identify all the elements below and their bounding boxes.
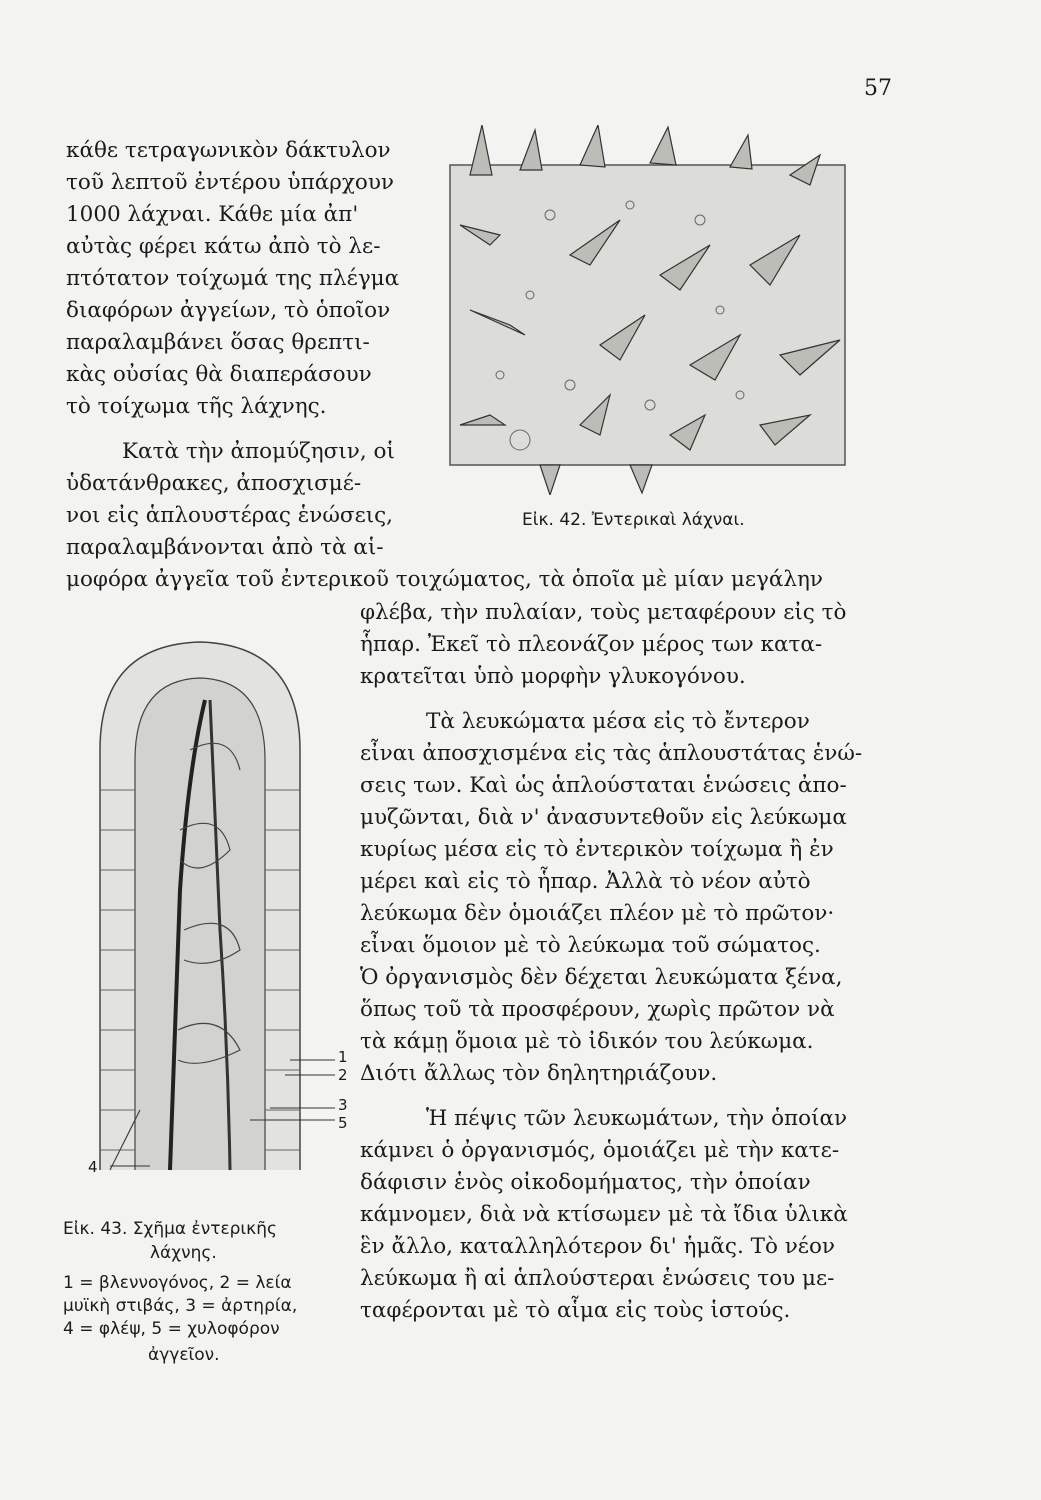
body-text-line: Ὁ ὀργανισμὸς δὲν δέχεται λευκώματα ξένα, (360, 965, 843, 990)
figure-43-label-4: 4 (88, 1158, 98, 1176)
body-text-line: εἶναι ἀποσχισμένα εἰς τὰς ἁπλουστάτας ἑνώ- (360, 741, 863, 766)
body-text-line: 1000 λάχναι. Κάθε μία ἀπ' (66, 202, 359, 227)
body-text-line: Διότι ἄλλως τὸν δηλητηριάζουν. (360, 1061, 718, 1086)
body-text-line: λεύκωμα ἢ αἱ ἁπλούστεραι ἑνώσεις του με- (360, 1266, 835, 1291)
body-text-line: Ἡ πέψις τῶν λευκωμάτων, τὴν ὁποίαν (426, 1106, 848, 1131)
body-text-line: τὸ τοίχωμα τῆς λάχνης. (66, 394, 327, 419)
body-text-line: ταφέρονται μὲ τὸ αἷμα εἰς τοὺς ἱστούς. (360, 1298, 791, 1323)
body-text-line: παραλαμβάνει ὅσας θρεπτι- (66, 330, 370, 355)
body-text-line: ὑδατάνθρακες, ἀποσχισμέ- (66, 471, 362, 496)
figure-42-illustration (430, 125, 870, 495)
body-text-line: κάμνομεν, διὰ νὰ κτίσωμεν μὲ τὰ ἴδια ὑλικὰ (360, 1202, 848, 1227)
body-text-line: μοφόρα ἀγγεῖα τοῦ ἐντερικοῦ τοιχώματος, τὰ ὁποῖα μὲ μίαν μεγάλην (66, 567, 823, 592)
body-text-line: εἶναι ὅμοιον μὲ τὸ λεύκωμα τοῦ σώματος. (360, 933, 821, 958)
figure-43-illustration (80, 630, 360, 1190)
body-text-line: δάφισιν ἑνὸς οἰκοδομήματος, τὴν ὁποίαν (360, 1170, 811, 1195)
body-text-line: κὰς οὐσίας θὰ διαπεράσουν (66, 362, 372, 387)
figure-43-label-3: 3 (338, 1096, 348, 1114)
body-text-line: ἧπαρ. Ἐκεῖ τὸ πλεονάζον μέρος των κατα- (360, 632, 823, 657)
body-text-line: ὅπως τοῦ τὰ προσφέρουν, χωρὶς πρῶτον νὰ (360, 997, 835, 1022)
body-text-line: κάθε τετραγωνικὸν δάκτυλον (66, 138, 391, 163)
body-text-line: αὐτὰς φέρει κάτω ἀπὸ τὸ λε- (66, 234, 381, 259)
body-text-line: κυρίως μέσα εἰς τὸ ἐντερικὸν τοίχωμα ἢ ἐν (360, 837, 834, 862)
body-text-line: τὰ κάμῃ ὅμοια μὲ τὸ ἰδικόν του λεύκωμα. (360, 1029, 814, 1054)
body-text-line: μέρει καὶ εἰς τὸ ἧπαρ. Ἀλλὰ τὸ νέον αὐτὸ (360, 869, 811, 894)
body-text-line: νοι εἰς ἁπλουστέρας ἑνώσεις, (66, 503, 394, 528)
body-text-line: σεις των. Καὶ ὡς ἁπλούσταται ἑνώσεις ἀπο- (360, 773, 847, 798)
body-text-line: τοῦ λεπτοῦ ἐντέρου ὑπάρχουν (66, 170, 394, 195)
figure-43-label-5: 5 (338, 1114, 348, 1132)
body-text-line: λεύκωμα δὲν ὁμοιάζει πλέον μὲ τὸ πρῶτον· (360, 901, 835, 926)
body-text-line: ἓν ἄλλο, καταλληλότερον δι' ἡμᾶς. Τὸ νέον (360, 1234, 835, 1259)
figure-43-caption-line: μυϊκὴ στιβάς, 3 = ἀρτηρία, (63, 1296, 298, 1316)
figure-42-caption: Εἰκ. 42. Ἐντερικαὶ λάχναι. (522, 510, 745, 530)
body-text-line: πτότατον τοίχωμά της πλέγμα (66, 266, 400, 291)
figure-43-label-2: 2 (338, 1066, 348, 1084)
body-text-line: κάμνει ὁ ὀργανισμός, ὁμοιάζει μὲ τὴν κατε- (360, 1138, 840, 1163)
body-text-line: Τὰ λευκώματα μέσα εἰς τὸ ἔντερον (426, 709, 810, 734)
figure-43-caption-line: 4 = φλέψ, 5 = χυλοφόρον (63, 1319, 280, 1339)
figure-43-caption-line: λάχνης. (150, 1243, 217, 1263)
figure-43-caption-line: ἀγγεῖον. (148, 1345, 220, 1365)
body-text-line: Κατὰ τὴν ἀπομύζησιν, οἱ (122, 439, 395, 464)
body-text-line: μυζῶνται, διὰ ν' ἀνασυντεθοῦν εἰς λεύκωμα (360, 805, 847, 830)
body-text-line: διαφόρων ἀγγείων, τὸ ὁποῖον (66, 298, 391, 323)
body-text-line: κρατεῖται ὑπὸ μορφὴν γλυκογόνου. (360, 664, 746, 689)
page-number: 57 (864, 76, 892, 101)
body-text-line: παραλαμβάνονται ἀπὸ τὰ αἱ- (66, 535, 384, 560)
figure-43-label-1: 1 (338, 1048, 348, 1066)
figure-43-caption-line: Εἰκ. 43. Σχῆμα ἐντερικῆς (63, 1219, 277, 1239)
body-text-line: φλέβα, τὴν πυλαίαν, τοὺς μεταφέρουν εἰς τὸ (360, 600, 847, 625)
figure-43-caption-line: 1 = βλεννογόνος, 2 = λεία (63, 1273, 292, 1293)
